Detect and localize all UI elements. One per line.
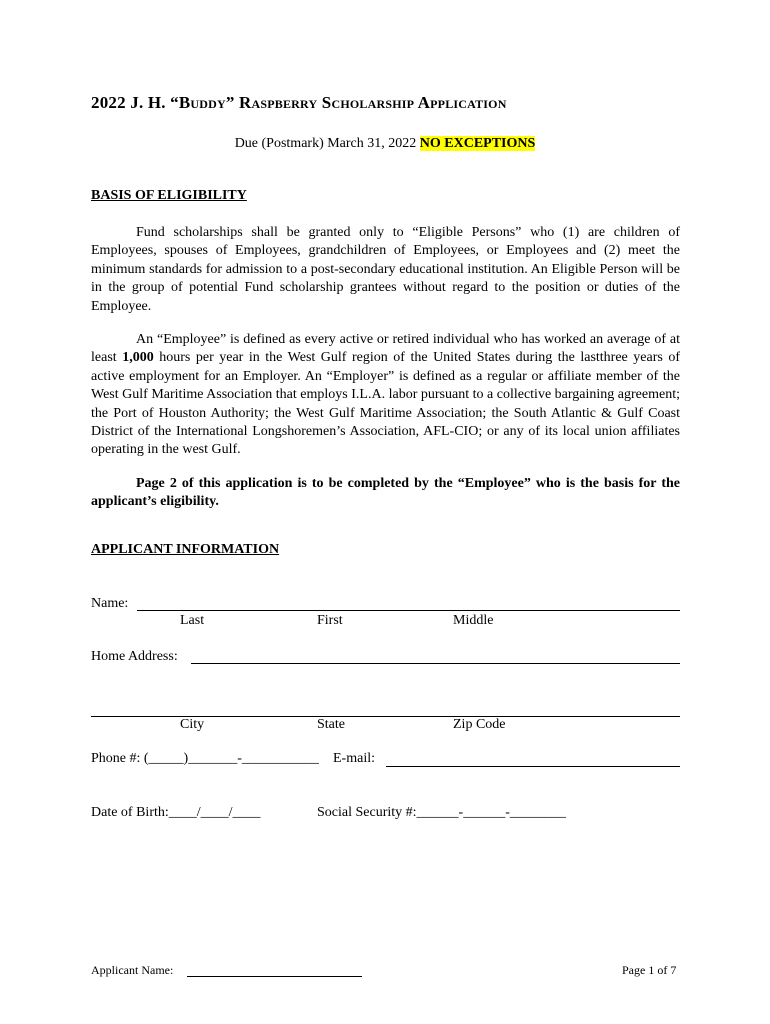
name-sub-last: Last bbox=[180, 613, 205, 628]
social-security-field[interactable]: Social Security #:______-______-________ bbox=[317, 805, 566, 820]
name-field-line[interactable] bbox=[137, 610, 680, 611]
due-date-text: Due (Postmark) March 31, 2022 bbox=[234, 136, 417, 151]
employee-definition-text-b: hours per year in the West Gulf region of the United States during the lastthree years of active employment for an Employer. An “Employer” is defined as a regular or affiliate member of the West Gulf Maritime Association that employs I.L.A. labor pursuant to a collective bargaining agreement; the Port of Houston Authority; the West Gulf Maritime Association; the South Atlantic & Gulf Coast District of the International Longshoremen’s Association, AFL-CIO; or any of its local union affiliates operating in the west Gulf. bbox=[91, 350, 681, 458]
page-number: Page 1 of 7 bbox=[622, 963, 677, 977]
eligibility-paragraph-1: Fund scholarships shall be granted only to “Eligible Persons” who (1) are children of Employees, spouses of Employees, grandchildren of Employees, or Employees and (2) meet the minimum standards for admission to a post-secondary educational institution. An Eligible Person will be in the group of potential Fund scholarship grantees without regard to the position or duties of the Employee. bbox=[91, 225, 680, 314]
home-address-label: Home Address: bbox=[91, 649, 178, 664]
applicant-heading: APPLICANT INFORMATION bbox=[91, 542, 280, 557]
hours-threshold: 1,000 bbox=[122, 350, 154, 366]
email-label: E-mail: bbox=[333, 751, 375, 766]
name-sub-first: First bbox=[317, 613, 343, 628]
no-exceptions-highlight: NO EXCEPTIONS bbox=[419, 136, 536, 151]
address-sub-state: State bbox=[317, 717, 345, 732]
address-sub-zip: Zip Code bbox=[453, 717, 506, 732]
due-date-line bbox=[0, 136, 770, 152]
date-of-birth-field[interactable]: Date of Birth:____/____/____ bbox=[91, 805, 261, 820]
page-title: 2022 J. H. “Buddy” Raspberry Scholarship Application bbox=[91, 93, 507, 112]
email-field-line[interactable] bbox=[386, 766, 680, 767]
address-sub-city: City bbox=[180, 717, 205, 732]
footer-applicant-name-line[interactable] bbox=[187, 976, 362, 977]
eligibility-paragraph-3: Page 2 of this application is to be completed by the “Employee” who is the basis for the applicant’s eligibility. bbox=[91, 476, 680, 510]
home-address-field-line[interactable] bbox=[191, 663, 680, 664]
name-label: Name: bbox=[91, 596, 129, 611]
eligibility-heading: BASIS OF ELIGIBILITY bbox=[91, 188, 247, 203]
name-sub-middle: Middle bbox=[453, 613, 494, 628]
employee-definition-text-a: An “Employee” is defined as every active or retired individual who has worked an average of at least bbox=[91, 332, 680, 366]
phone-field[interactable]: Phone #: (_____)_______-___________ bbox=[91, 751, 319, 766]
eligibility-paragraph-2 bbox=[91, 331, 680, 460]
footer-applicant-name-label: Applicant Name: bbox=[91, 963, 174, 977]
